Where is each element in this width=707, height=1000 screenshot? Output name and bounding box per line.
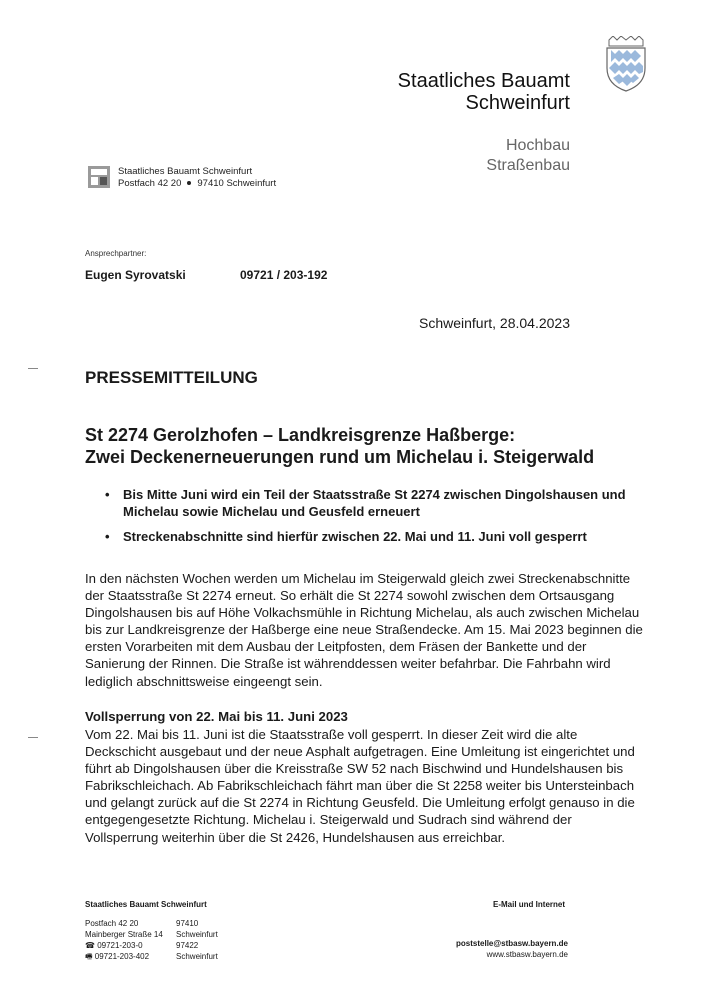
- sender-city: 97410 Schweinfurt: [197, 178, 277, 189]
- agency-logo-icon: [88, 166, 110, 188]
- headline-line1: St 2274 Gerolzhofen – Landkreisgrenze Haßberge:: [85, 425, 516, 445]
- footer-title: Staatliches Bauamt Schweinfurt: [85, 900, 207, 909]
- bullet-dot-icon: [187, 181, 191, 185]
- footer-address: [85, 918, 218, 962]
- document-date: Schweinfurt, 28.04.2023: [419, 315, 570, 331]
- footer-phone: ☎ 09721-203-0: [85, 941, 143, 950]
- contact-label: Ansprechpartner:: [85, 249, 147, 258]
- contact-name: Eugen Syrovatski: [85, 268, 186, 282]
- contact-phone: 09721 / 203-192: [240, 268, 328, 282]
- document-title: PRESSEMITTEILUNG: [85, 368, 258, 387]
- footer-street: Mainberger Straße 14: [85, 930, 163, 939]
- section-heading: Vollsperrung von 22. Mai bis 11. Juni 2023: [85, 709, 348, 724]
- summary-bullets: [85, 486, 635, 553]
- footer-fax: 🖷 09721-203-402: [85, 952, 150, 961]
- headline-line2: Zwei Deckenerneuerungen rund um Michelau i. Steigerwald: [85, 447, 595, 467]
- bullet-item: • Bis Mitte Juni wird ein Teil der Staatsstraße St 2274 zwischen Dingolshausen und Michelau sowie Michelau und Geusfeld erneuert: [85, 486, 635, 520]
- agency-line2: Schweinfurt: [465, 92, 570, 114]
- agency-name: [398, 70, 570, 114]
- departments: [486, 136, 570, 176]
- sender-name: Staatliches Bauamt Schweinfurt: [118, 166, 253, 177]
- fold-mark: [28, 368, 38, 369]
- footer-city2: 97422 Schweinfurt: [176, 941, 218, 961]
- footer-postbox: Postfach 42 20: [85, 919, 139, 928]
- bullet-item: • Streckenabschnitte sind hierfür zwischen 22. Mai und 11. Juni voll gesperrt: [85, 528, 635, 545]
- footer-city1: 97410 Schweinfurt: [176, 919, 218, 939]
- body-paragraph-2: Vom 22. Mai bis 11. Juni ist die Staatsstraße voll gesperrt. In dieser Zeit wird die alte Deckschicht ausgebaut und der neue Asphalt aufgetragen. Eine Umleitung ist eingerichtet und führt ab Dingolshausen über die Kreisstraße SW 52 nach Bischwind und Hundelshausen bis Fabrikschleichach. Ab Fabrikschleichach fährt man über die St 2258 weiter bis Untersteinbach und gelangt zurück auf die St 2274 in Richtung Geusfeld. Die Umleitung erfolgt genauso in die entgegengesetzte Richtung. Michelau i. Steigerwald und Sudrach sind während der Vollsperrung weiterhin über die St 2426, Hundelshausen aus erreichbar.: [85, 727, 635, 845]
- footer-email-link[interactable]: poststelle@stbasw.bayern.de: [456, 939, 568, 948]
- agency-line1: Staatliches Bauamt: [397, 70, 570, 92]
- department-strassenbau: Straßenbau: [486, 157, 570, 174]
- footer-contact: [456, 938, 568, 960]
- body-paragraph-1: In den nächsten Wochen werden um Michelau im Steigerwald gleich zwei Streckenabschnitte der Staatsstraße St 2274 erneut. So erhält die St 2274 sowohl zwischen dem Ortsausgang Dingolshausen bis auf Höhe Volkachsmühle in Richtung Michelau, als auch zwischen Michelau bis zur Landkreisgrenze der Haßberge eine neue Straßendecke. Am 15. Mai 2023 beginnen die ersten Vorarbeiten mit dem Ausbau der Leitpfosten, dem Fräsen der Bankette und der Sanierung der Rinnen. Die Straße ist währenddessen weiter befahrbar. Die Fahrbahn wird lediglich abschnittsweise eingeengt sein.: [85, 571, 643, 689]
- fold-mark: [28, 737, 38, 738]
- sender-postbox: Postfach 42 20: [118, 178, 182, 189]
- footer-contact-title: E-Mail und Internet: [493, 900, 565, 909]
- headline: [85, 424, 645, 468]
- sender-address: [118, 166, 276, 190]
- department-hochbau: Hochbau: [505, 137, 570, 154]
- bavarian-crest-icon: [603, 36, 649, 92]
- footer-web-link[interactable]: www.stbasw.bayern.de: [486, 950, 568, 959]
